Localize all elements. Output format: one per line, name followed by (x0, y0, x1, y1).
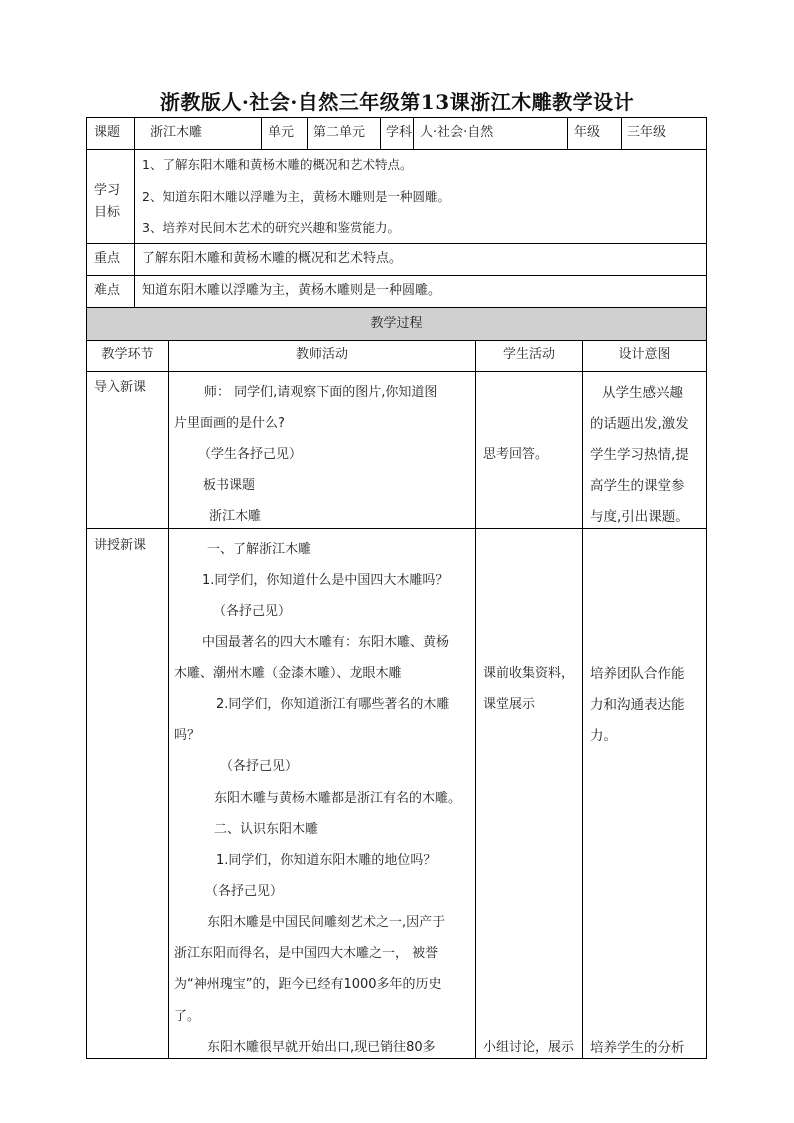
lesson-teacher-line: （各抒己见） (220, 759, 299, 774)
lesson-student-activity: 小组讨论，展示 (483, 1040, 575, 1055)
lesson-intent-line: 培养团队合作能 (590, 666, 685, 682)
lesson-student-activity: 课前收集资料， (483, 666, 575, 681)
lesson-teacher-line: （各抒己见） (213, 604, 292, 619)
intro-teacher-line: 师： 同学们,请观察下面的图片,你知道图 (204, 385, 438, 400)
lesson-teacher-line: 二、认识东阳木雕 (214, 822, 319, 837)
lesson-teacher-line: 浙江东阳而得名，是中国四大木雕之一， 被誉 (174, 946, 439, 961)
column-header-teacher: 教师活动 (295, 347, 348, 362)
objective-item: 2、知道东阳木雕以浮雕为主，黄杨木雕则是一种圆雕。 (142, 189, 450, 204)
grade-value: 三年级 (627, 125, 667, 140)
lesson-teacher-line: 东阳木雕是中国民间雕刻艺术之一,因产于 (207, 915, 446, 930)
intro-intent-line: 与度,引出课题。 (590, 509, 689, 525)
lesson-teacher-line: （各抒己见） (205, 884, 284, 899)
process-header: 教学过程 (370, 316, 423, 331)
difficulty-value: 知道东阳木雕以浮雕为主，黄杨木雕则是一种圆雕。 (142, 283, 442, 298)
intro-teacher-line: 浙江木雕 (209, 509, 262, 524)
objectives-label: 学习 目标 (94, 183, 121, 220)
lesson-intent-line: 力。 (590, 728, 617, 744)
grade-label: 年级 (574, 125, 601, 140)
ketis-label: 课题 (94, 125, 121, 140)
lesson-teacher-line: 一、了解浙江木雕 (207, 542, 312, 557)
intro-student-activity: 思考回答。 (483, 447, 549, 462)
objective-item: 3、培养对民间木艺术的研究兴趣和鉴赏能力。 (142, 220, 400, 235)
lesson-student-activity: 课堂展示 (483, 697, 536, 712)
lesson-teacher-line: 木雕、潮州木雕（金漆木雕）、龙眼木雕 (174, 666, 402, 681)
intro-intent-line: 高学生的课堂参 (590, 478, 685, 494)
lesson-teacher-line: 为“神州瑰宝”的，距今已经有1000多年的历史 (174, 977, 442, 992)
page-title: 浙教版人·社会·自然三年级第13课浙江木雕教学设计 (159, 90, 635, 114)
lesson-teacher-line: 中国最著名的四大木雕有：东阳木雕、黄杨 (202, 635, 450, 650)
lesson-teacher-line: 东阳木雕很早就开始出口,现已销往80多 (207, 1040, 436, 1055)
key-point-label: 重点 (94, 251, 121, 266)
lesson-teacher-line: 1.同学们，你知道东阳木雕的地位吗？ (216, 853, 437, 868)
column-header-stage: 教学环节 (101, 347, 154, 362)
ketis-value: 浙江木雕 (150, 125, 203, 140)
lesson-teacher-line: 1.同学们，你知道什么是中国四大木雕吗？ (202, 573, 449, 588)
intro-intent-line: 学生学习热情,提 (590, 447, 689, 463)
subject-label: 学科 (386, 125, 413, 140)
unit-value: 第二单元 (313, 125, 366, 140)
unit-label: 单元 (268, 125, 295, 140)
subject-value: 人·社会·自然 (420, 125, 494, 140)
objective-item: 1、了解东阳木雕和黄杨木雕的概况和艺术特点。 (142, 157, 413, 172)
lesson-teacher-line: 2.同学们，你知道浙江有哪些著名的木雕 (216, 697, 450, 712)
intro-teacher-line: 板书课题 (203, 478, 256, 493)
intro-intent-line: 的话题出发,激发 (590, 416, 689, 432)
difficulty-label: 难点 (94, 283, 121, 298)
lesson-teacher-line: 了。 (174, 1009, 201, 1024)
intro-teacher-line: 片里面画的是什么? (174, 416, 285, 431)
key-point-value: 了解东阳木雕和黄杨木雕的概况和艺术特点。 (142, 251, 403, 266)
column-header-student: 学生活动 (502, 347, 555, 362)
intro-intent-line: 从学生感兴趣 (602, 385, 683, 401)
lesson-intent-line: 培养学生的分析 (590, 1040, 685, 1056)
lesson-teacher-line: 东阳木雕与黄杨木雕都是浙江有名的木雕。 (214, 791, 462, 806)
column-header-intent: 设计意图 (618, 347, 671, 362)
lesson-intent-line: 力和沟通表达能 (590, 697, 685, 713)
lesson-teacher-line: 吗？ (174, 728, 201, 743)
intro-stage: 导入新课 (94, 380, 147, 395)
lesson-stage: 讲授新课 (94, 538, 147, 553)
intro-teacher-line: （学生各抒己见） (198, 447, 303, 462)
